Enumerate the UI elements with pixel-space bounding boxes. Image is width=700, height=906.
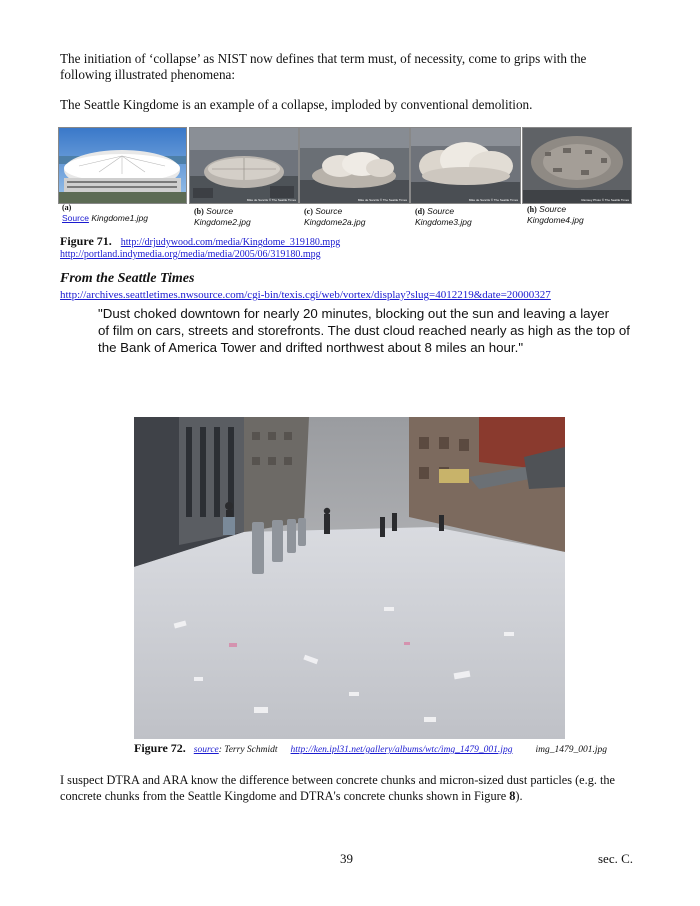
caption-c-file: Kingdome2a.jpg [304,217,366,227]
figure-8-reference: 8 [509,789,516,803]
caption-h-tag: (h) [527,205,537,214]
caption-a [62,203,148,223]
dust-street-photo [134,417,565,739]
figure-71-label: Figure 71. [60,234,112,248]
kingdome-photo-c [299,127,410,204]
photo-credit-h: Ramsey Photo © The Seattle Times [581,198,629,202]
kingdome-photo-b [189,127,299,204]
quote-line-2: of film on cars, streets and storefronts. The dust cloud reached nearly as high as the top of [98,323,630,338]
figure-72-author: : Terry Schmidt [218,745,278,755]
conclusion-paragraph [60,772,615,804]
caption-b-source: Source [206,206,234,216]
caption-c [304,206,365,227]
caption-a-source-link[interactable]: Source [62,213,89,223]
kingdome-photo-d [410,127,521,204]
figure-72-label: Figure 72. [134,741,186,755]
kingdome-photo-a [58,127,187,204]
caption-b-tag: (b) [194,207,204,216]
figure-72-source-link[interactable]: source [193,745,219,755]
photo-credit-b: Mike de Sanctis © The Seattle Times [246,198,296,202]
caption-d-tag: (d) [415,207,425,216]
conclusion-line-1: I suspect DTRA and ARA know the difference between concrete chunks and micron-sized dust particles (e.g. the [60,773,616,787]
figure-72-caption [134,742,607,757]
caption-b-file: Kingdome2.jpg [194,217,251,227]
caption-b [194,206,251,227]
figure-71-caption [60,235,340,249]
caption-c-tag: (c) [304,207,313,216]
photo-credit-d: Mike de Sanctis © The Seattle Times [468,198,518,202]
seattle-times-heading: From the Seattle Times [60,271,195,286]
conclusion-line-2-text: concrete chunks from the Seattle Kingdome and DTRA's concrete chunks shown in Figure [60,789,510,803]
page-number: 39 [340,851,353,866]
caption-d-file: Kingdome3.jpg [415,217,472,227]
quote-line-3: the Bank of America Tower and drifted northwest about 8 miles an hour." [98,340,524,355]
section-label: sec. C. [598,851,634,866]
intro-paragraph [60,51,586,83]
figure-71-link-1[interactable]: http://drjudywood.com/media/Kingdome_319180.mpg [120,237,341,248]
conclusion-line-2 [60,788,615,804]
caption-d-source: Source [427,206,455,216]
figure-72-link[interactable]: http://ken.ipl31.net/gallery/albums/wtc/img_1479_001.jpg [290,745,513,755]
conclusion-line-2-end: ). [515,789,523,803]
caption-c-source: Source [315,206,343,216]
photo-credit-c: Mike de Sanctis © The Seattle Times [357,198,407,202]
caption-h-source: Source [539,204,567,214]
figure-71-link-2[interactable]: http://portland.indymedia.org/media/media/2005/06/319180.mpg [60,249,321,260]
figure-72-filename: img_1479_001.jpg [535,745,607,755]
caption-a-file: Kingdome1.jpg [91,213,149,223]
intro-line-1: The initiation of ‘collapse’ as NIST now defines that term must, of necessity, come to grips with the [60,51,587,66]
seattle-times-url[interactable]: http://archives.seattletimes.nwsource.com/cgi-bin/texis.cgi/web/vortex/display?slug=4012219&date=20000327 [60,289,551,301]
kingdome-statement: The Seattle Kingdome is an example of a collapse, imploded by conventional demolition. [60,97,533,112]
caption-h-file: Kingdome4.jpg [527,215,584,225]
quote-line-1: "Dust choked downtown for nearly 20 minutes, blocking out the sun and leaving a layer [98,306,610,321]
caption-a-tag: (a) [62,203,72,212]
seattle-times-quote [98,305,630,356]
caption-h [527,204,584,225]
kingdome-photo-h [522,127,632,204]
intro-line-2: following illustrated phenomena: [60,67,236,82]
caption-d [415,206,472,227]
